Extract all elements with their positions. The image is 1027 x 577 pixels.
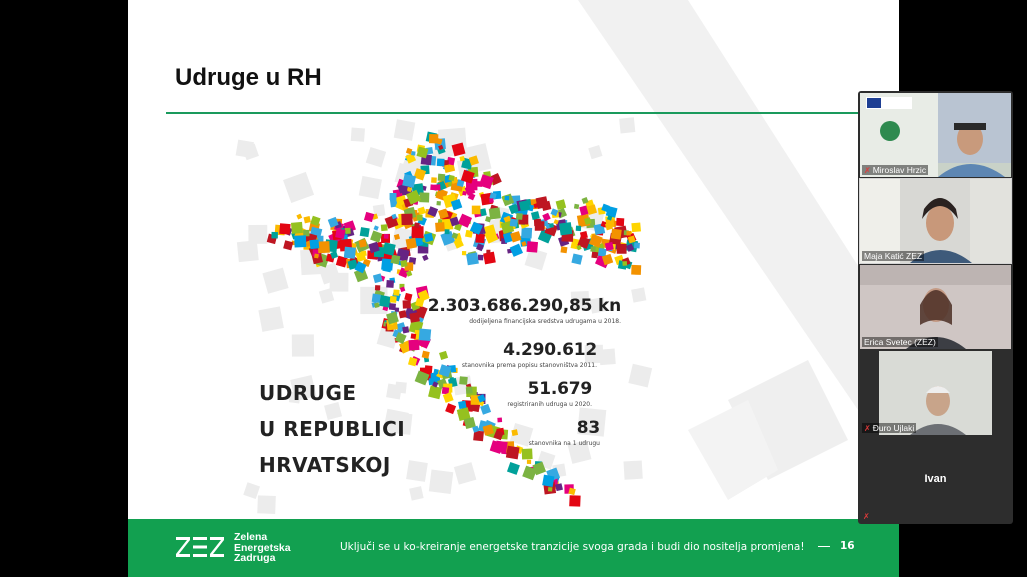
map-mosaic-tile (556, 199, 567, 210)
map-mosaic-tile (296, 214, 302, 220)
stat-value: 83 (576, 418, 600, 438)
map-mosaic-tile (314, 254, 319, 259)
background-tile (628, 364, 652, 388)
map-mosaic-tile (626, 231, 630, 235)
map-mosaic-tile (437, 159, 445, 167)
logo-wordmark (234, 532, 291, 564)
logo-word: Zelena (234, 531, 268, 543)
participant-name-ivan[interactable]: Ivan (924, 473, 947, 485)
participant-name-label (862, 423, 916, 433)
stat-caption: stanovnika prema popisu stanovništva 2011. (461, 362, 597, 369)
map-mosaic-tile (472, 206, 481, 215)
map-mosaic-tile (445, 229, 450, 234)
participants-video-panel (858, 91, 1013, 524)
map-mosaic-tile (631, 222, 641, 232)
map-mosaic-tile (375, 285, 380, 290)
map-mosaic-tile (527, 460, 531, 464)
map-mosaic-tile (448, 175, 454, 181)
map-mosaic-tile (466, 387, 473, 394)
map-mosaic-tile (393, 289, 399, 295)
map-mosaic-tile (486, 250, 490, 254)
participant-name-label (862, 251, 924, 261)
background-tile (394, 119, 416, 141)
map-mosaic-tile (598, 248, 607, 257)
presentation-slide (128, 0, 899, 577)
map-mosaic-tile (634, 243, 640, 249)
stat-value: 2.303.686.290,85 kn (427, 296, 621, 316)
map-mosaic-tile (622, 261, 627, 266)
map-mosaic-tile (411, 333, 417, 339)
map-mosaic-tile (444, 165, 449, 170)
map-mosaic-tile (611, 229, 622, 240)
heading-line: U REPUBLICI (259, 417, 406, 441)
map-mosaic-tile (386, 280, 394, 288)
map-mosaic-tile (391, 255, 401, 265)
map-mosaic-tile (304, 216, 311, 223)
map-mosaic-tile (445, 403, 456, 414)
map-mosaic-tile (389, 303, 396, 310)
map-mosaic-tile (438, 174, 446, 182)
map-mosaic-tile (590, 247, 596, 253)
map-mosaic-tile (372, 294, 381, 303)
logo-word: Energetska (234, 541, 291, 554)
map-mosaic-tile (390, 296, 397, 303)
map-mosaic-tile (507, 462, 520, 475)
map-mosaic-tile (466, 252, 479, 265)
map-mosaic-tile (364, 212, 374, 222)
map-mosaic-tile (408, 340, 419, 351)
map-mosaic-tile (402, 326, 409, 333)
map-mosaic-tile (402, 174, 416, 188)
map-mosaic-tile (505, 196, 510, 201)
map-mosaic-tile (406, 238, 417, 249)
map-mosaic-tile (271, 232, 278, 239)
background-tile (351, 128, 365, 142)
map-mosaic-tile (359, 239, 367, 247)
background-tile (243, 482, 260, 499)
background-tile (359, 176, 382, 199)
background-tile (406, 460, 428, 482)
map-mosaic-tile (435, 222, 445, 232)
map-mosaic-tile (414, 222, 420, 228)
map-mosaic-tile (381, 224, 388, 231)
background-tile (258, 306, 283, 331)
map-mosaic-tile (403, 300, 411, 308)
map-mosaic-tile (431, 177, 437, 183)
participant-tile[interactable] (860, 265, 1011, 349)
map-mosaic-tile (506, 446, 520, 460)
participant-tile[interactable] (860, 351, 1011, 435)
map-mosaic-tile (422, 351, 430, 359)
map-mosaic-tile (335, 228, 345, 238)
stat-associations (507, 379, 592, 408)
map-mosaic-tile (384, 234, 389, 239)
map-mosaic-tile (439, 351, 448, 360)
map-mosaic-tile (390, 193, 397, 200)
stat-caption: registriranih udruga u 2020. (507, 401, 592, 408)
zez-logo-icon (176, 535, 226, 561)
map-mosaic-tile (400, 260, 407, 267)
map-mosaic-tile (510, 219, 518, 227)
map-mosaic-tile (310, 239, 320, 249)
participant-tile-active-speaker[interactable] (860, 179, 1011, 263)
map-mosaic-tile (419, 329, 432, 342)
background-tile (248, 225, 267, 244)
participant-name: Miroslav Hrzic (872, 165, 927, 175)
logo-word: Zadruga (234, 552, 276, 564)
map-mosaic-tile (434, 184, 440, 190)
infographic-heading (259, 375, 405, 483)
map-mosaic-tile (497, 418, 502, 423)
background-tile (262, 268, 288, 294)
map-mosaic-tile (422, 255, 429, 262)
map-mosaic-tile (419, 192, 429, 202)
map-mosaic-tile (519, 200, 530, 211)
map-mosaic-tile (489, 198, 494, 203)
map-mosaic-tile (279, 223, 290, 234)
map-mosaic-tile (591, 252, 598, 259)
map-mosaic-tile (291, 222, 303, 234)
map-mosaic-tile (560, 246, 567, 253)
stat-value: 4.290.612 (503, 340, 597, 360)
map-mosaic-tile (417, 215, 423, 221)
map-mosaic-tile (542, 475, 554, 487)
stat-population (462, 340, 597, 369)
participant-name: Erica Svetec (ZEZ) (864, 337, 936, 347)
heading-line: HRVATSKOJ (259, 453, 391, 477)
page-number-value: 16 (840, 540, 855, 552)
map-mosaic-tile (318, 241, 330, 253)
map-mosaic-tile (549, 223, 554, 228)
background-tile (623, 460, 642, 479)
heading-line: UDRUGE (259, 381, 357, 405)
map-mosaic-tile (521, 227, 532, 238)
map-mosaic-tile (631, 265, 641, 275)
page-dash (818, 546, 830, 547)
map-mosaic-tile (511, 429, 518, 436)
participant-name: Maja Katić ZEZ (864, 251, 923, 261)
map-mosaic-tile (576, 226, 582, 232)
map-mosaic-tile (475, 234, 484, 243)
map-mosaic-tile (522, 448, 533, 459)
stat-caption: stanovnika na 1 udrugu (528, 440, 600, 447)
map-mosaic-tile (489, 207, 501, 219)
title-divider (166, 112, 866, 114)
map-mosaic-tile (462, 191, 467, 196)
map-mosaic-tile (478, 255, 484, 261)
map-mosaic-tile (436, 201, 441, 206)
map-mosaic-tile (412, 226, 424, 238)
map-mosaic-tile (370, 231, 382, 243)
map-mosaic-tile (409, 312, 420, 323)
background-tile (409, 486, 424, 501)
map-mosaic-tile (571, 253, 582, 264)
map-mosaic-tile (495, 441, 508, 454)
participant-name-label (862, 165, 928, 175)
map-mosaic-tile (425, 365, 433, 373)
map-mosaic-tile (459, 376, 468, 385)
participant-name: Đuro Ujlaki (872, 423, 915, 433)
background-tile (588, 145, 602, 159)
map-mosaic-tile (401, 214, 413, 226)
map-mosaic-tile (373, 273, 383, 283)
mic-off-icon: ✗ (864, 166, 871, 175)
mic-off-icon: ✗ (864, 424, 871, 433)
background-tile (236, 140, 254, 158)
background-tile (366, 147, 386, 167)
background-tile (599, 349, 616, 366)
map-mosaic-tile (294, 235, 306, 247)
map-mosaic-tile (404, 293, 412, 301)
croatia-map-infographic (227, 116, 654, 516)
background-tile (454, 462, 476, 484)
map-mosaic-tile (527, 241, 539, 253)
stat-caption: dodijeljena financijska sredstva udrugama u 2018. (469, 318, 621, 325)
background-tile (631, 287, 646, 302)
stat-per-association (529, 418, 600, 447)
slide-title: Udruge u RH (175, 64, 322, 91)
map-mosaic-tile (535, 221, 545, 231)
map-mosaic-tile (516, 213, 523, 220)
map-mosaic-tile (399, 310, 407, 318)
background-tile (257, 495, 276, 514)
map-mosaic-tile (617, 244, 627, 254)
map-mosaic-tile (605, 242, 614, 251)
footer-tagline: Uključi se u ko-kreiranje energetske tranzicije svoga grada i budi dio nositelja promjena! (340, 541, 805, 553)
map-mosaic-tile (462, 251, 466, 255)
participant-tile[interactable] (860, 93, 1011, 177)
stat-value: 51.679 (527, 379, 592, 399)
slide-footer (128, 519, 899, 577)
background-tile (283, 172, 314, 203)
map-mosaic-tile (374, 225, 379, 230)
map-mosaic-tile (548, 487, 552, 491)
map-mosaic-tile (344, 247, 356, 259)
background-tile (619, 117, 635, 133)
map-mosaic-tile (360, 227, 370, 237)
stat-funding (428, 296, 621, 325)
map-mosaic-tile (433, 369, 438, 374)
map-mosaic-tile (559, 222, 572, 235)
map-mosaic-tile (411, 151, 416, 156)
map-mosaic-tile (569, 495, 580, 506)
background-tile (429, 469, 453, 493)
participant-name-label (862, 337, 938, 347)
background-tile (292, 334, 314, 356)
map-mosaic-tile (459, 156, 464, 161)
mic-off-icon: ✗ (863, 512, 870, 521)
map-mosaic-tile (616, 218, 624, 226)
map-mosaic-tile (429, 134, 438, 143)
page-number (818, 540, 855, 552)
map-mosaic-tile (574, 204, 579, 209)
map-mosaic-tile (531, 211, 540, 220)
